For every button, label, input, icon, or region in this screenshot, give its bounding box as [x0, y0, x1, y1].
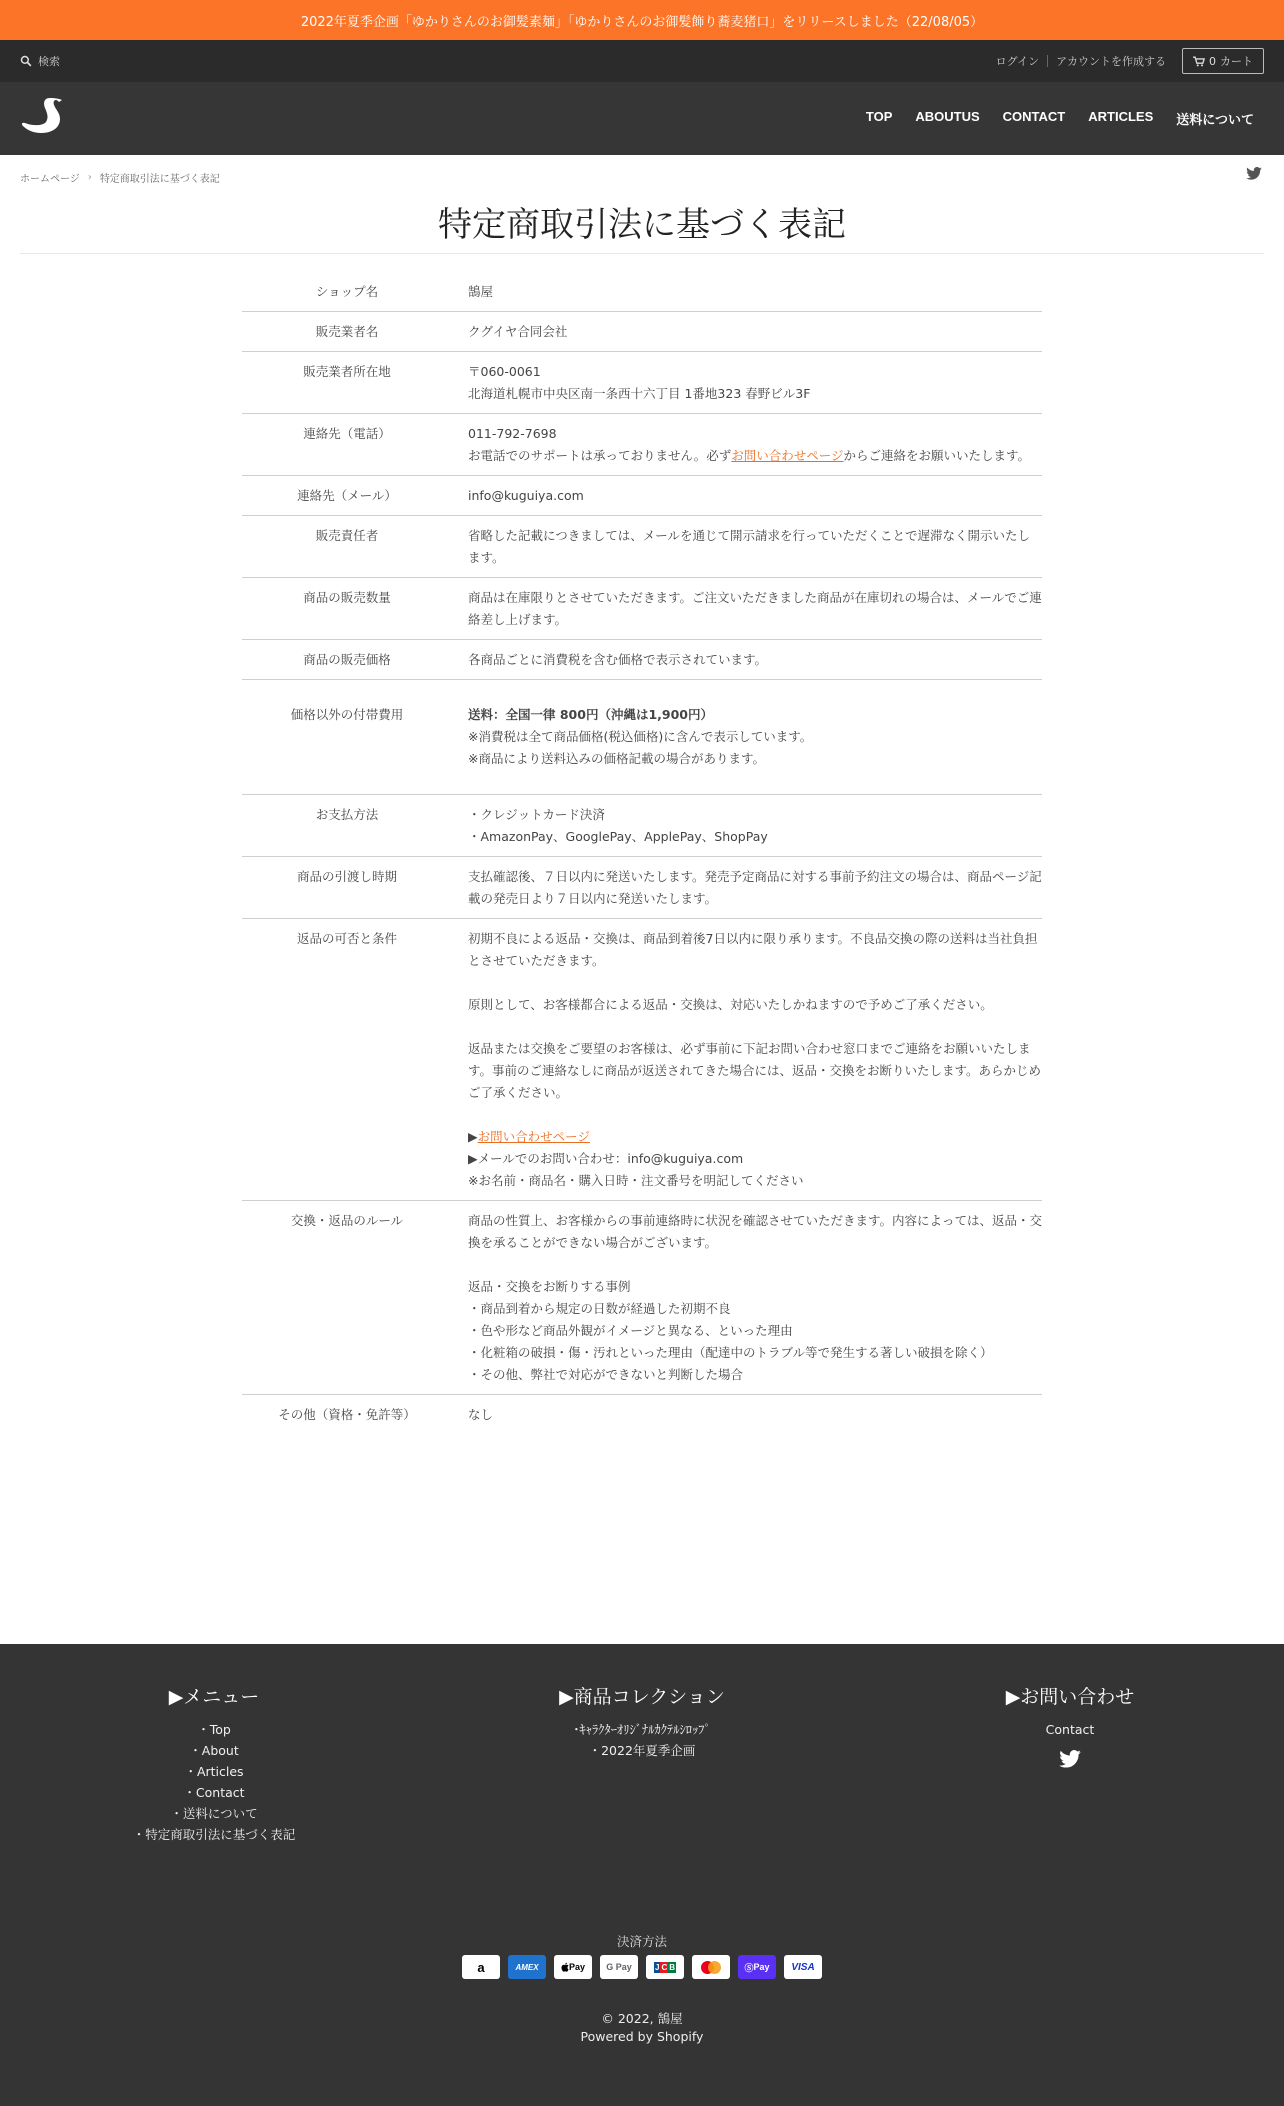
row-label: 連絡先（メール） — [242, 476, 452, 516]
row-value: info@kuguiya.com — [452, 476, 1042, 516]
main-nav — [866, 109, 1254, 128]
table-row — [242, 1395, 1042, 1435]
announcement-bar[interactable] — [0, 0, 1284, 40]
powered-by-link[interactable]: Powered by Shopify — [580, 2029, 704, 2044]
nav-contact[interactable]: CONTACT — [1002, 109, 1066, 124]
footer-collections-title: ▶商品コレクション — [559, 1686, 725, 1708]
returns-paragraph: 原則として、お客様都合による返品・交換は、対応いたしかねますので予めご了承ください。 — [468, 997, 993, 1012]
rules-item: ・色や形など商品外観がイメージと異なる、といった理由 — [468, 1323, 793, 1338]
twitter-icon — [1059, 1750, 1081, 1768]
mail-contact-line: ▶メールでのお問い合わせ：info@kuguiya.com — [468, 1151, 744, 1166]
apple-pay-icon: Pay — [554, 1955, 592, 1979]
address-line: 北海道札幌市中央区南一条西十六丁目 1番地323 春野ビル3F — [468, 386, 811, 401]
nav-shipping[interactable]: 送料について — [1176, 112, 1254, 127]
footer-contact — [856, 1682, 1284, 1845]
fee-note: ※消費税は全て商品価格(税込価格)に含んで表示しています。 — [468, 729, 813, 744]
table-row — [242, 272, 1042, 312]
row-label: 交換・返品のルール — [242, 1201, 452, 1395]
rules-item: ・商品到着から規定の日数が経過した初期不良 — [468, 1301, 731, 1316]
footer-menu — [0, 1682, 428, 1845]
row-value: なし — [468, 1407, 494, 1422]
shop-pay-icon: Ⓢ Pay — [738, 1955, 776, 1979]
google-pay-icon: G Pay — [600, 1955, 638, 1979]
search-toggle[interactable] — [20, 53, 60, 69]
payment-methods-label: 決済方法 — [616, 1934, 667, 1949]
row-value: クグイヤ合同会社 — [452, 312, 1042, 352]
row-label: 販売業者所在地 — [242, 352, 452, 414]
row-value — [452, 414, 1042, 476]
returns-paragraph: 返品または交換をご要望のお客様は、必ず事前に下記お問い合わせ窓口までご連絡をお願いいたします。事前のご連絡なしに商品が返送されてきた場合には、返品・交換をお断りいたします。あらかじめご了承ください。 — [468, 1041, 1042, 1100]
phone-note: お電話でのサポートは承っておりません。必ずお問い合わせページからご連絡をお願いいたします。 — [468, 448, 1031, 463]
divider — [1047, 55, 1048, 67]
login-link[interactable]: ログイン — [995, 55, 1040, 68]
row-value — [452, 1201, 1042, 1395]
nav-top[interactable]: TOP — [865, 109, 893, 124]
amex-icon: AMEX — [508, 1955, 546, 1979]
mastercard-icon — [692, 1955, 730, 1979]
rules-item: ・化粧箱の破損・傷・汚れといった理由（配達中のトラブル等で発生する著しい破損を除く） — [468, 1345, 993, 1360]
search-label[interactable]: 検索 — [38, 55, 60, 68]
cart-label: カート — [1220, 55, 1253, 68]
table-row — [242, 1201, 1042, 1395]
create-account-link[interactable]: アカウントを作成する — [1056, 55, 1166, 68]
breadcrumb-home[interactable]: ホームページ — [20, 173, 80, 185]
twitter-icon — [1246, 167, 1262, 180]
table-row — [242, 312, 1042, 352]
title-divider — [20, 253, 1264, 254]
row-label: 商品の販売価格 — [242, 640, 452, 680]
copyright — [0, 2010, 1284, 2046]
footer-link-top[interactable]: ・Top — [197, 1722, 231, 1737]
contact-page-link[interactable]: お問い合わせページ — [477, 1129, 590, 1144]
jcb-icon: J C B — [646, 1955, 684, 1979]
chevron-right-icon: › — [87, 171, 92, 183]
page-title: 特定商取引法に基づく表記 — [438, 205, 846, 245]
row-value: 商品は在庫限りとさせていただきます。ご注文いただきました商品が在庫切れの場合は、メールでご連絡差し上げます。 — [452, 578, 1042, 640]
announcement-text[interactable]: 2022年夏季企画「ゆかりさんのお御髪素麺」「ゆかりさんのお御髪飾り蕎麦猪口」をリリースしました（22/08/05） — [300, 14, 984, 30]
payment-method: ・クレジットカード決済 — [468, 807, 605, 822]
footer-link-articles[interactable]: ・Articles — [184, 1764, 244, 1779]
row-label: 価格以外の付帯費用 — [242, 680, 452, 795]
payment-icons — [0, 1955, 1284, 1979]
row-value — [452, 795, 1042, 857]
row-label: 販売責任者 — [242, 516, 452, 578]
table-row — [242, 680, 1042, 795]
logo-link[interactable] — [20, 96, 66, 142]
footer-link-cocktail-syrup[interactable]: ･ｷｬﾗｸﾀｰｵﾘｼﾞﾅﾙｶｸﾃﾙｼﾛｯﾌﾟ — [573, 1722, 711, 1737]
visa-icon: VISA — [784, 1955, 822, 1979]
contact-page-link[interactable]: お問い合わせページ — [731, 448, 844, 463]
returns-paragraph: 初期不良による返品・交換は、商品到着後7日以内に限り承ります。不良品交換の際の送料は当社負担とさせていただきます。 — [468, 931, 1038, 968]
twitter-share-button[interactable] — [1246, 167, 1262, 183]
phone-number: 011-792-7698 — [468, 426, 557, 441]
nav-aboutus[interactable]: ABOUTUS — [915, 109, 980, 124]
search-icon — [20, 55, 32, 67]
footer-link-about[interactable]: ・About — [189, 1743, 239, 1758]
row-label: 販売業者名 — [242, 312, 452, 352]
table-row — [242, 414, 1042, 476]
legal-info-table — [242, 272, 1042, 1434]
table-row — [242, 578, 1042, 640]
rules-heading: 返品・交換をお断りする事例 — [468, 1279, 631, 1294]
row-label: 商品の引渡し時期 — [242, 857, 452, 919]
breadcrumb-current: 特定商取引法に基づく表記 — [99, 173, 220, 185]
row-value: 鵠屋 — [452, 272, 1042, 312]
row-label: その他（資格・免許等） — [278, 1407, 416, 1422]
cart-icon — [1193, 56, 1205, 67]
row-value — [452, 919, 1042, 1201]
cart-button[interactable] — [1182, 48, 1264, 74]
contact-line: ▶お問い合わせページ — [468, 1129, 590, 1144]
payment-method: ・AmazonPay、GooglePay、ApplePay、ShopPay — [468, 829, 768, 844]
row-label: お支払方法 — [242, 795, 452, 857]
site-footer — [0, 1644, 1284, 2106]
footer-menu-title: ▶メニュー — [168, 1686, 260, 1708]
apple-logo-icon — [561, 1962, 569, 1972]
cart-count: 0 — [1209, 54, 1216, 68]
table-row — [242, 857, 1042, 919]
shipping-fee: 送料：全国一律 800円（沖縄は1,900円） — [468, 707, 713, 722]
table-row — [242, 919, 1042, 1201]
nav-articles[interactable]: ARTICLES — [1088, 109, 1154, 124]
footer-link-shipping[interactable]: ・送料について — [170, 1806, 258, 1821]
fee-note: ※商品により送料込みの価格記載の場合があります。 — [468, 751, 765, 766]
footer-contact-title: ▶お問い合わせ — [1005, 1686, 1135, 1708]
footer-link-contact[interactable]: ・Contact — [183, 1785, 245, 1800]
copyright-text: © 2022, 鵠屋 — [601, 2011, 683, 2026]
row-label: 商品の販売数量 — [242, 578, 452, 640]
footer-link-legal[interactable]: ・特定商取引法に基づく表記 — [132, 1827, 296, 1842]
footer-twitter-link[interactable] — [1059, 1750, 1081, 1772]
table-row — [242, 516, 1042, 578]
postal-code: 〒060-0061 — [468, 364, 541, 379]
row-label: 連絡先（電話） — [242, 414, 452, 476]
swan-logo-icon — [20, 96, 66, 138]
returns-note: ※お名前・商品名・購入日時・注文番号を明記してください — [468, 1173, 804, 1188]
table-row — [242, 640, 1042, 680]
table-row — [242, 352, 1042, 414]
table-row — [242, 476, 1042, 516]
row-value: 各商品ごとに消費税を含む価格で表示されています。 — [452, 640, 1042, 680]
row-value: 省略した記載につきましては、メールを通じて開示請求を行っていただくことで遅滞なく開示いたします。 — [452, 516, 1042, 578]
row-label: 返品の可否と条件 — [242, 919, 452, 1201]
rules-paragraph: 商品の性質上、お客様からの事前連絡時に状況を確認させていただきます。内容によっては、返品・交換を承ることができない場合がございます。 — [468, 1213, 1043, 1250]
row-value — [452, 680, 1042, 795]
footer-link-summer-2022[interactable]: ・2022年夏季企画 — [588, 1743, 696, 1758]
footer-link-contact-page[interactable]: Contact — [1045, 1722, 1095, 1737]
amazon-pay-icon: a — [462, 1955, 500, 1979]
mastercard-logo-icon — [699, 1960, 723, 1975]
footer-collections — [428, 1682, 856, 1845]
row-value — [452, 352, 1042, 414]
row-label: ショップ名 — [242, 272, 452, 312]
row-value: 支払確認後、７日以内に発送いたします。発売予定商品に対する事前予約注文の場合は、商品ページ記載の発売日より７日以内に発送いたします。 — [452, 857, 1042, 919]
breadcrumb — [0, 155, 1284, 199]
rules-item: ・その他、弊社で対応ができないと判断した場合 — [468, 1367, 744, 1382]
table-row — [242, 795, 1042, 857]
top-utility-bar — [0, 40, 1284, 82]
site-header — [0, 82, 1284, 155]
